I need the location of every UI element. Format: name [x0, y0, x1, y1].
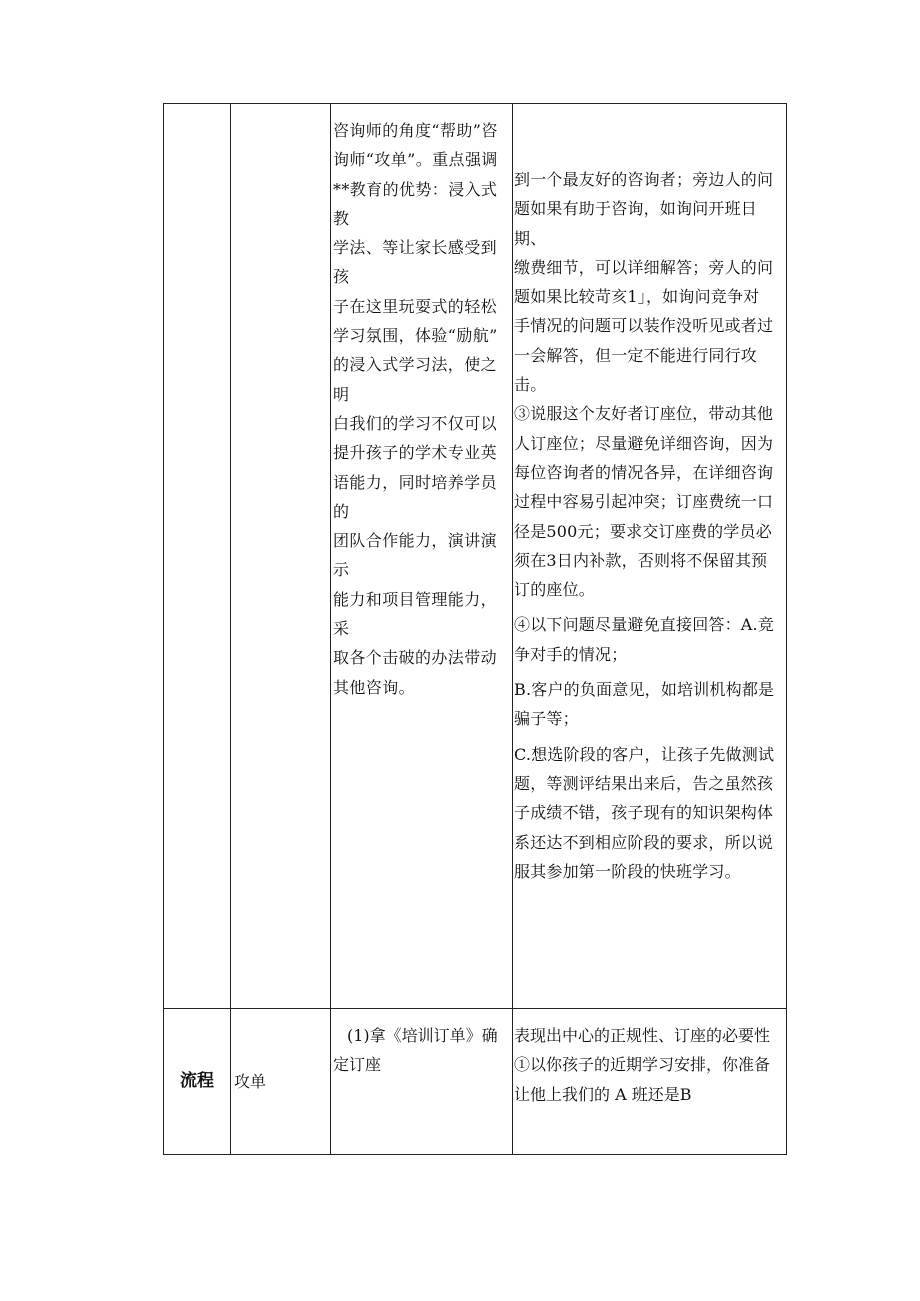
text-line: 过程中容易引起冲突；订座费统一口	[514, 492, 774, 512]
table-row	[164, 104, 787, 1009]
text-line: 服其参加第一阶段的快班学习。	[514, 861, 741, 881]
text-line: 系还达不到相应阶段的要求，所以说	[514, 832, 774, 852]
cell-script-text	[513, 104, 787, 1009]
process-table	[163, 103, 787, 1155]
text-line: 人订座位；尽量避免详细咨询，因为	[514, 433, 774, 453]
text-line: 的浸入式学习法，使之明	[333, 355, 498, 404]
text-line: 争对手的情况；	[514, 644, 628, 664]
text-line: C.想选阶段的客户，让孩子先做测试	[514, 744, 775, 764]
script-block-2	[514, 610, 786, 669]
step-script-cell	[513, 1009, 787, 1155]
text-line: 子在这里玩耍式的轻松	[333, 296, 498, 316]
text-line: **教育的优势：浸入式教	[333, 179, 498, 228]
text-line: 学法、等让家长感受到孩	[333, 238, 498, 287]
cell-strategy-text	[331, 104, 513, 1009]
text-line: B.客户的负面意见，如培训机构都是	[514, 680, 775, 700]
table-row	[164, 1009, 787, 1155]
text-line: 咨询师的角度“帮助”咨	[333, 121, 498, 140]
text-line: 缴费细节，可以详细解答；旁人的问	[514, 257, 774, 277]
text-line: 语能力，同时培养学员的	[333, 472, 498, 521]
text-line: 询师“攻单”。重点强调	[333, 150, 498, 170]
text-line: 一会解答，但一定不能进行同行攻击。	[514, 345, 758, 395]
text-line: 题如果比较苛亥1」，如询问竞争对	[514, 287, 760, 307]
text-line: 学习氛围，体验“励航”	[333, 326, 498, 346]
cell-empty-1	[164, 104, 231, 1009]
step-text	[333, 1021, 510, 1080]
text-line: 能力和项目管理能力，采	[333, 589, 498, 639]
category-label: 流程	[164, 1009, 231, 1155]
script-block-3	[514, 675, 786, 734]
text-line: 让他上我们的 A 班还是B	[514, 1084, 692, 1104]
cell-empty-2	[231, 104, 331, 1009]
text-line: 题，等测评结果出来后，告之虽然孩	[514, 773, 774, 793]
text-line: (1)拿《培训订单》确	[347, 1026, 498, 1045]
text-line: 团队合作能力，演讲演示	[333, 531, 498, 580]
text-line: 定订座	[333, 1055, 382, 1075]
script-block-1	[514, 165, 786, 604]
text-line: 骗子等；	[514, 709, 579, 729]
text-line: 其他咨询。	[333, 677, 416, 697]
text-line: 到一个最友好的咨询者；旁边人的问	[514, 170, 774, 189]
text-line: 径是500元；要求交订座费的学员必	[514, 521, 772, 541]
text-line: ①以你孩子的近期学习安排，你准备	[514, 1055, 771, 1075]
text-line: 白我们的学习不仅可以	[333, 413, 498, 433]
script-paragraphs	[513, 104, 786, 886]
text-line: 提升孩子的学术专业英	[333, 443, 498, 463]
stage-label: 攻单	[231, 1009, 331, 1155]
text-line: 表现出中心的正规性、订座的必要性	[514, 1026, 771, 1045]
text-line: ④以下问题尽量避免直接回答：A.竞	[514, 615, 775, 635]
text-line: 手情况的问题可以装作没听见或者过	[514, 316, 774, 336]
text-line: ③说服这个友好者订座位，带动其他	[514, 404, 774, 424]
text-line: 题如果有助于咨询，如询问开班日期、	[514, 199, 758, 248]
text-line: 须在3日内补款，否则将不保留其预	[514, 550, 768, 570]
text-line: 子成绩不错，孩子现有的知识架构体	[514, 803, 774, 823]
script-block-4	[514, 740, 786, 886]
strategy-paragraph	[331, 104, 512, 702]
step-cell	[331, 1009, 513, 1155]
text-line: 订的座位。	[514, 580, 596, 600]
text-line: 每位咨询者的情况各异，在详细咨询	[514, 462, 774, 482]
step-script-text	[514, 1021, 786, 1109]
text-line: 取各个击破的办法带动	[333, 648, 498, 668]
